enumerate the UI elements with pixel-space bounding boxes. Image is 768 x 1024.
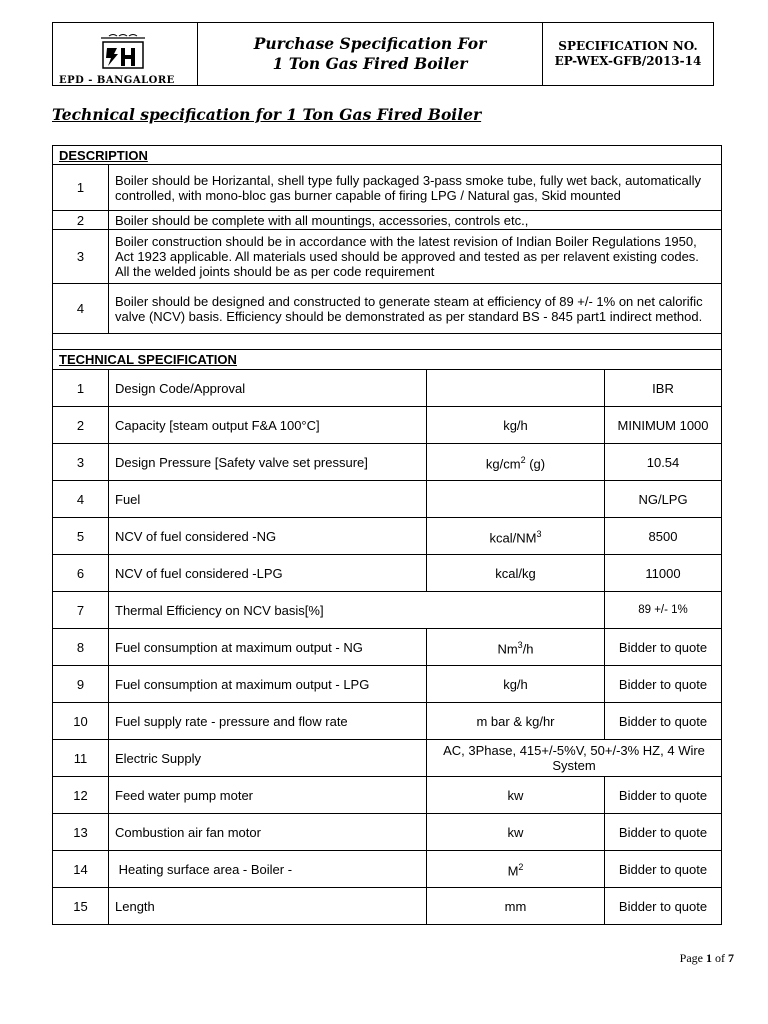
of-word: of (715, 951, 725, 965)
spacer-row (53, 334, 722, 350)
table-row (53, 777, 722, 814)
table-row (53, 555, 722, 592)
row-value: Bidder to quote (605, 629, 722, 666)
logo-caption: EPD - BANGALORE (59, 75, 175, 86)
row-number: 5 (53, 518, 109, 555)
spec-number: EP-WEX-GFB/2013-14 (554, 54, 702, 68)
description-heading-row (53, 146, 722, 165)
row-parameter: Capacity [steam output F&A 100°C] (109, 407, 427, 444)
row-unit (427, 481, 605, 518)
row-parameter: NCV of fuel considered -LPG (109, 555, 427, 592)
table-row (53, 284, 722, 334)
row-parameter: Design Pressure [Safety valve set pressure] (109, 444, 427, 481)
item-text: Boiler should be complete with all mountings, accessories, controls etc., (109, 211, 722, 230)
row-value: AC, 3Phase, 415+/-5%V, 50+/-3% HZ, 4 Wire System (427, 740, 722, 777)
technical-heading-row (53, 350, 722, 370)
page-word: Page (679, 951, 703, 965)
table-row (53, 370, 722, 407)
row-unit (427, 370, 605, 407)
table-row (53, 230, 722, 284)
row-parameter: Feed water pump moter (109, 777, 427, 814)
row-parameter: Length (109, 888, 427, 925)
page-total: 7 (728, 951, 734, 965)
row-value: Bidder to quote (605, 851, 722, 888)
document-header (52, 22, 714, 86)
table-row (53, 165, 722, 211)
row-number: 2 (53, 407, 109, 444)
row-unit: mm (427, 888, 605, 925)
document-heading: Technical specification for 1 Ton Gas Fired Boiler (52, 105, 482, 124)
row-number: 11 (53, 740, 109, 777)
row-number: 7 (53, 592, 109, 629)
row-parameter: Heating surface area - Boiler - (109, 851, 427, 888)
row-number: 15 (53, 888, 109, 925)
item-text: Boiler should be Horizantal, shell type fully packaged 3-pass smoke tube, fully wet back, automatically controlled, with mono-bloc gas burner capable of firing LPG / Natural gas, Skid mounted (109, 165, 722, 211)
spec-cell (543, 23, 713, 85)
row-unit: kw (427, 777, 605, 814)
row-value: Bidder to quote (605, 814, 722, 851)
row-value: MINIMUM 1000 (605, 407, 722, 444)
table-row (53, 666, 722, 703)
table-row (53, 888, 722, 925)
row-unit: $kg/cm^2$ (g) (427, 444, 605, 481)
row-parameter: NCV of fuel considered -NG (109, 518, 427, 555)
row-value: Bidder to quote (605, 703, 722, 740)
table-row (53, 407, 722, 444)
row-value: IBR (605, 370, 722, 407)
table-row (53, 814, 722, 851)
table-row (53, 592, 722, 629)
page-footer (680, 951, 734, 966)
table-row (53, 740, 722, 777)
row-number: 12 (53, 777, 109, 814)
title-line-2: 1 Ton Gas Fired Boiler (272, 54, 468, 73)
row-parameter: Design Code/Approval (109, 370, 427, 407)
company-logo (95, 32, 149, 76)
row-parameter: Fuel consumption at maximum output - LPG (109, 666, 427, 703)
row-number: 3 (53, 444, 109, 481)
row-number: 4 (53, 481, 109, 518)
row-number: 8 (53, 629, 109, 666)
row-unit: kw (427, 814, 605, 851)
row-number: 6 (53, 555, 109, 592)
title-line-1: Purchase Specification For (253, 34, 487, 53)
row-value: Bidder to quote (605, 666, 722, 703)
row-unit: kcal/$NM^3$ (427, 518, 605, 555)
description-heading: DESCRIPTION (53, 146, 722, 165)
row-parameter: Combustion air fan motor (109, 814, 427, 851)
row-parameter: Fuel supply rate - pressure and flow rate (109, 703, 427, 740)
row-value: NG/LPG (605, 481, 722, 518)
row-unit: kg/h (427, 407, 605, 444)
title-cell (198, 23, 543, 85)
row-value: 89 +/- 1% (605, 592, 722, 629)
item-number: 2 (53, 211, 109, 230)
table-row (53, 481, 722, 518)
row-parameter: Fuel (109, 481, 427, 518)
row-number: 9 (53, 666, 109, 703)
row-value: 8500 (605, 518, 722, 555)
item-number: 3 (53, 230, 109, 284)
row-value: Bidder to quote (605, 777, 722, 814)
table-row (53, 629, 722, 666)
row-parameter: Thermal Efficiency on NCV basis[%] (109, 592, 605, 629)
technical-heading: TECHNICAL SPECIFICATION (53, 350, 722, 370)
row-unit: Nm$^3$/h (427, 629, 605, 666)
row-value: Bidder to quote (605, 888, 722, 925)
row-number: 10 (53, 703, 109, 740)
item-number: 1 (53, 165, 109, 211)
row-number: 1 (53, 370, 109, 407)
table-row (53, 444, 722, 481)
table-row (53, 851, 722, 888)
row-number: 13 (53, 814, 109, 851)
table-row (53, 703, 722, 740)
row-unit: m bar & kg/hr (427, 703, 605, 740)
row-parameter: Fuel consumption at maximum output - NG (109, 629, 427, 666)
spec-label: SPECIFICATION NO. (558, 39, 698, 53)
item-text: Boiler should be designed and constructed to generate steam at efficiency of 89 +/- 1% on net calorific valve (NCV) basis. Efficiency should be demonstrated as per standard BS - 845 part1 indirect method. (109, 284, 722, 334)
specification-table (52, 145, 722, 925)
row-unit: $M^2$ (427, 851, 605, 888)
item-text: Boiler construction should be in accordance with the latest revision of Indian Boiler Regulations 1950, Act 1923 applicable. All materials used should be approved and tested as per relavent existing codes. All the welded joints should be as per code requirement (109, 230, 722, 284)
item-number: 4 (53, 284, 109, 334)
row-unit: kg/h (427, 666, 605, 703)
row-value: 11000 (605, 555, 722, 592)
row-number: 14 (53, 851, 109, 888)
logo-cell (53, 23, 198, 85)
page-number: 1 (706, 951, 712, 965)
table-row (53, 211, 722, 230)
row-unit: kcal/kg (427, 555, 605, 592)
row-value: 10.54 (605, 444, 722, 481)
row-parameter: Electric Supply (109, 740, 427, 777)
table-row (53, 518, 722, 555)
